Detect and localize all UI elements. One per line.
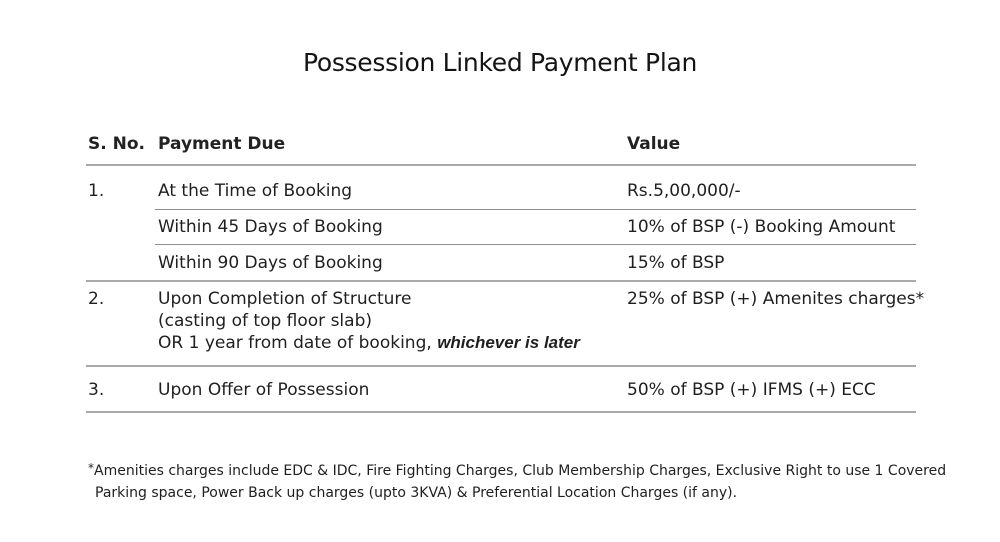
row-3-value: 50% of BSP (+) IFMS (+) ECC: [627, 380, 876, 400]
row-3-sno: 3.: [88, 380, 105, 400]
footnote-marker: *: [88, 461, 94, 475]
row-2-value: 25% of BSP (+) Amenites charges*: [627, 289, 925, 309]
footnote-line-1: Amenities charges include EDC & IDC, Fire Fighting Charges, Club Membership Charges, Exclusive Right to use 1 Covered: [94, 463, 947, 479]
footnote-line-2: Parking space, Power Back up charges (upto 3KVA) & Preferential Location Charges (if any).: [95, 485, 738, 501]
section-divider: [86, 280, 916, 282]
table-bottom-divider: [86, 411, 916, 413]
header-divider: [86, 164, 916, 166]
row-1b-value: 10% of BSP (-) Booking Amount: [627, 217, 896, 237]
footnote: [88, 457, 948, 504]
row-1b-payment-due: Within 45 Days of Booking: [158, 217, 383, 237]
row-divider: [155, 244, 916, 245]
row-divider: [155, 209, 916, 210]
row-2-payment-due-line2: (casting of top floor slab): [158, 311, 372, 331]
payment-plan-table: [86, 128, 925, 400]
row-2-emphasis: whichever is later: [437, 333, 580, 352]
row-1c-value: 15% of BSP: [627, 253, 725, 273]
header-payment-due: Payment Due: [158, 134, 286, 154]
row-2-sno: 2.: [88, 289, 105, 309]
header-sno: S. No.: [88, 134, 145, 154]
row-1-payment-due: At the Time of Booking: [158, 181, 353, 201]
row-1c-payment-due: Within 90 Days of Booking: [158, 253, 383, 273]
row-2-payment-due-text: OR 1 year from date of booking,: [158, 333, 432, 353]
table-header: [86, 128, 916, 165]
row-2-payment-due-line1: Upon Completion of Structure: [158, 289, 412, 309]
row-3-payment-due: Upon Offer of Possession: [158, 380, 370, 400]
row-1-value: Rs.5,00,000/-: [627, 181, 741, 201]
page-title: Possession Linked Payment Plan: [302, 48, 698, 77]
row-2-payment-due-line3: [158, 332, 580, 354]
header-value: Value: [627, 134, 681, 154]
row-1-sno: 1.: [88, 181, 105, 201]
section-divider: [86, 365, 916, 367]
